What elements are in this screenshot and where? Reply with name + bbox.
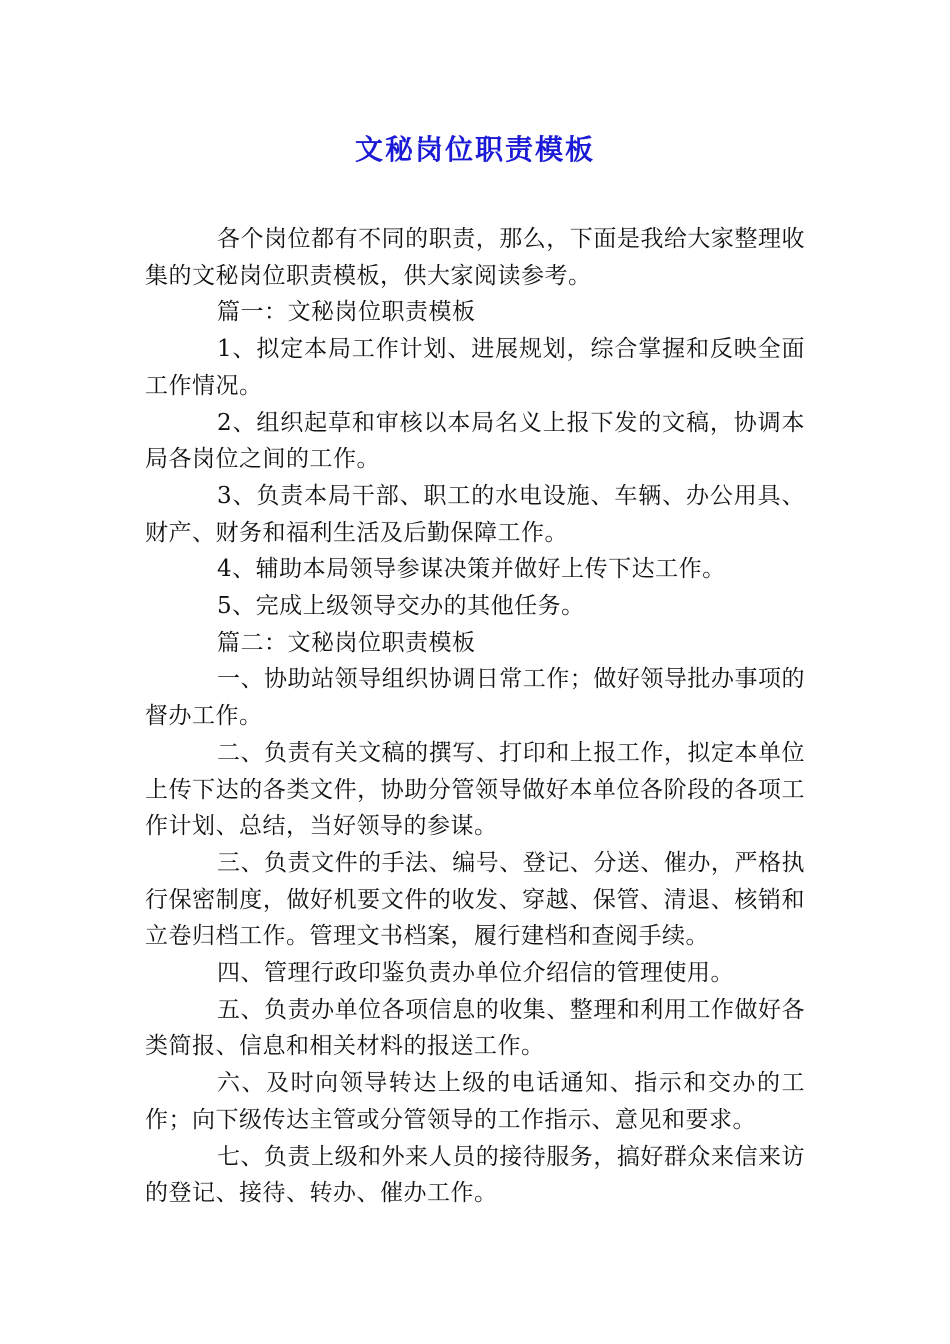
paragraph-item-one: 一、协助站领导组织协调日常工作；做好领导批办事项的督办工作。 [145, 666, 805, 730]
paragraph-item-1: 1、拟定本局工作计划、进展规划，综合掌握和反映全面工作情况。 [145, 336, 805, 399]
section-heading-2: 篇二：文秘岗位职责模板 [217, 629, 476, 656]
paragraph-item-2: 2、组织起草和审核以本局名义上报下发的文稿，协调本局各岗位之间的工作。 [145, 409, 805, 473]
paragraph-item-five: 五、负责办单位各项信息的收集、整理和利用工作做好各类简报、信息和相关材料的报送工作。 [145, 996, 805, 1060]
section-heading-1: 篇一：文秘岗位职责模板 [217, 299, 476, 326]
paragraph-item-two: 二、负责有关文稿的撰写、打印和上报工作，拟定本单位上传下达的各类文件，协助分管领导做好本单位各阶段的各项工作计划、总结，当好领导的参谋。 [145, 739, 805, 840]
paragraph-item-six: 六、及时向领导转达上级的电话通知、指示和交办的工作；向下级传达主管或分管领导的工作指示、意见和要求。 [145, 1070, 805, 1133]
paragraph-item-four: 四、管理行政印鉴负责办单位介绍信的管理使用。 [217, 960, 734, 987]
document-body [145, 221, 805, 1212]
document-title: 文秘岗位职责模板 [354, 133, 595, 166]
paragraph-intro: 各个岗位都有不同的职责，那么，下面是我给大家整理收集的文秘岗位职责模板，供大家阅读参考。 [145, 226, 805, 289]
paragraph-item-seven: 七、负责上级和外来人员的接待服务，搞好群众来信来访的登记、接待、转办、催办工作。 [145, 1143, 805, 1207]
paragraph-item-3: 3、负责本局干部、职工的水电设施、车辆、办公用具、财产、财务和福利生活及后勤保障工作。 [145, 482, 805, 546]
paragraph-item-three: 三、负责文件的手法、编号、登记、分送、催办，严格执行保密制度，做好机要文件的收发、穿越、保管、清退、核销和立卷归档工作。管理文书档案，履行建档和查阅手续。 [145, 849, 805, 950]
paragraph-item-4: 4、辅助本局领导参谋决策并做好上传下达工作。 [217, 556, 726, 583]
paragraph-item-5: 5、完成上级领导交办的其他任务。 [217, 593, 585, 620]
